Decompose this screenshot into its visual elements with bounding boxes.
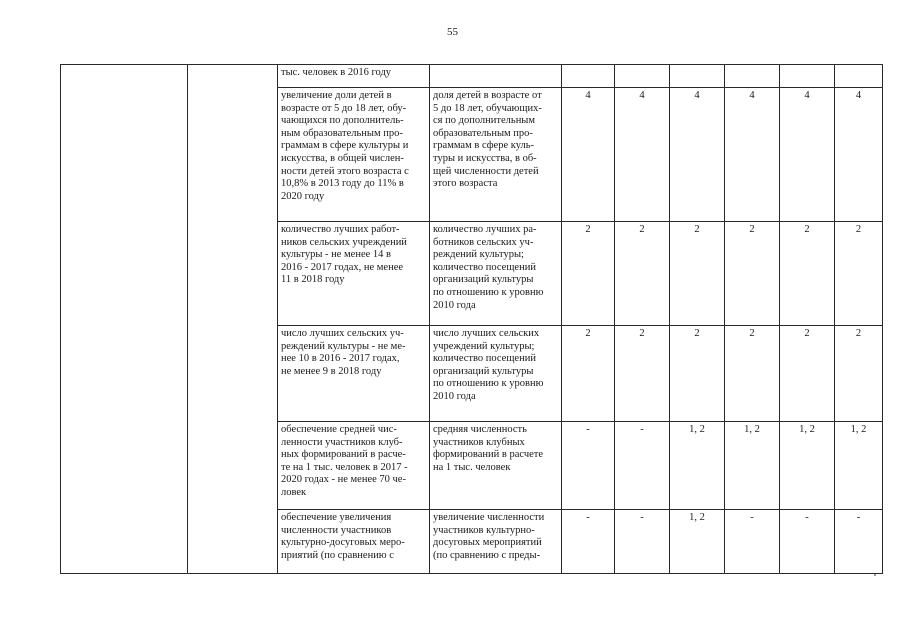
value-cell: 2	[835, 326, 883, 422]
value-cell	[562, 65, 615, 88]
value-cell: 2	[670, 326, 725, 422]
value-cell: -	[615, 422, 670, 510]
value-cell: -	[725, 510, 780, 574]
value-cell: 1, 2	[725, 422, 780, 510]
measure-cell: увеличение численности участников культурно- досуговых мероприятий (по сравнению с преды-	[430, 510, 562, 574]
value-cell: 2	[615, 326, 670, 422]
page-number: 55	[447, 26, 458, 38]
indicator-cell: тыс. человек в 2016 году	[278, 65, 430, 88]
value-cell	[835, 65, 883, 88]
value-cell: 4	[562, 88, 615, 222]
indicators-table	[60, 64, 883, 574]
value-cell: 2	[670, 222, 725, 326]
value-cell: 2	[615, 222, 670, 326]
indicator-cell: обеспечение средней чис- ленности участников клуб- ных формирований в расче- те на 1 тыс. человек в 2017 - 2020 годах - не менее 70 че- ловек	[278, 422, 430, 510]
value-cell	[780, 65, 835, 88]
value-cell: 1, 2	[670, 422, 725, 510]
empty-cell-task	[188, 65, 278, 574]
measure-cell: доля детей в возрасте от 5 до 18 лет, обучающих- ся по дополнительным образовательным про- граммам в сфере куль- туры и искусства, в об- щей численности детей этого возраста	[430, 88, 562, 222]
indicator-cell: увеличение доли детей в возрасте от 5 до 18 лет, обу- чающихся по дополнитель- ным образовательным про- граммам в сфере культуры и искусства, в общей числен- ности детей этого возраста с 10,8% в 2013 году до 11% в 2020 году	[278, 88, 430, 222]
empty-cell-goal	[61, 65, 188, 574]
indicator-cell: число лучших сельских уч- реждений культуры - не ме- нее 10 в 2016 - 2017 годах, не менее 9 в 2018 году	[278, 326, 430, 422]
value-cell: 4	[670, 88, 725, 222]
scan-speck	[874, 574, 876, 576]
table-row	[61, 65, 883, 88]
value-cell: 2	[780, 326, 835, 422]
value-cell: 2	[562, 222, 615, 326]
value-cell	[615, 65, 670, 88]
measure-cell: количество лучших ра- ботников сельских уч- реждений культуры; количество посещений организаций культуры по отношению к уровню 2010 года	[430, 222, 562, 326]
value-cell: 4	[615, 88, 670, 222]
value-cell: 2	[835, 222, 883, 326]
value-cell: 2	[562, 326, 615, 422]
value-cell: 1, 2	[835, 422, 883, 510]
value-cell: -	[615, 510, 670, 574]
measure-cell: число лучших сельских учреждений культуры; количество посещений организаций культуры по отношению к уровню 2010 года	[430, 326, 562, 422]
measure-cell	[430, 65, 562, 88]
indicator-cell: количество лучших работ- ников сельских учреждений культуры - не менее 14 в 2016 - 2017 годах, не менее 11 в 2018 году	[278, 222, 430, 326]
value-cell: 4	[725, 88, 780, 222]
value-cell: 4	[780, 88, 835, 222]
value-cell: -	[835, 510, 883, 574]
measure-cell: средняя численность участников клубных формирований в расчете на 1 тыс. человек	[430, 422, 562, 510]
value-cell: -	[562, 510, 615, 574]
value-cell: 1, 2	[780, 422, 835, 510]
value-cell	[670, 65, 725, 88]
value-cell	[725, 65, 780, 88]
value-cell: 2	[780, 222, 835, 326]
value-cell: 1, 2	[670, 510, 725, 574]
value-cell: 2	[725, 326, 780, 422]
value-cell: -	[780, 510, 835, 574]
value-cell: -	[562, 422, 615, 510]
value-cell: 4	[835, 88, 883, 222]
value-cell: 2	[725, 222, 780, 326]
indicator-cell: обеспечение увеличения численности участников культурно-досуговых меро- приятий (по сравнению с	[278, 510, 430, 574]
